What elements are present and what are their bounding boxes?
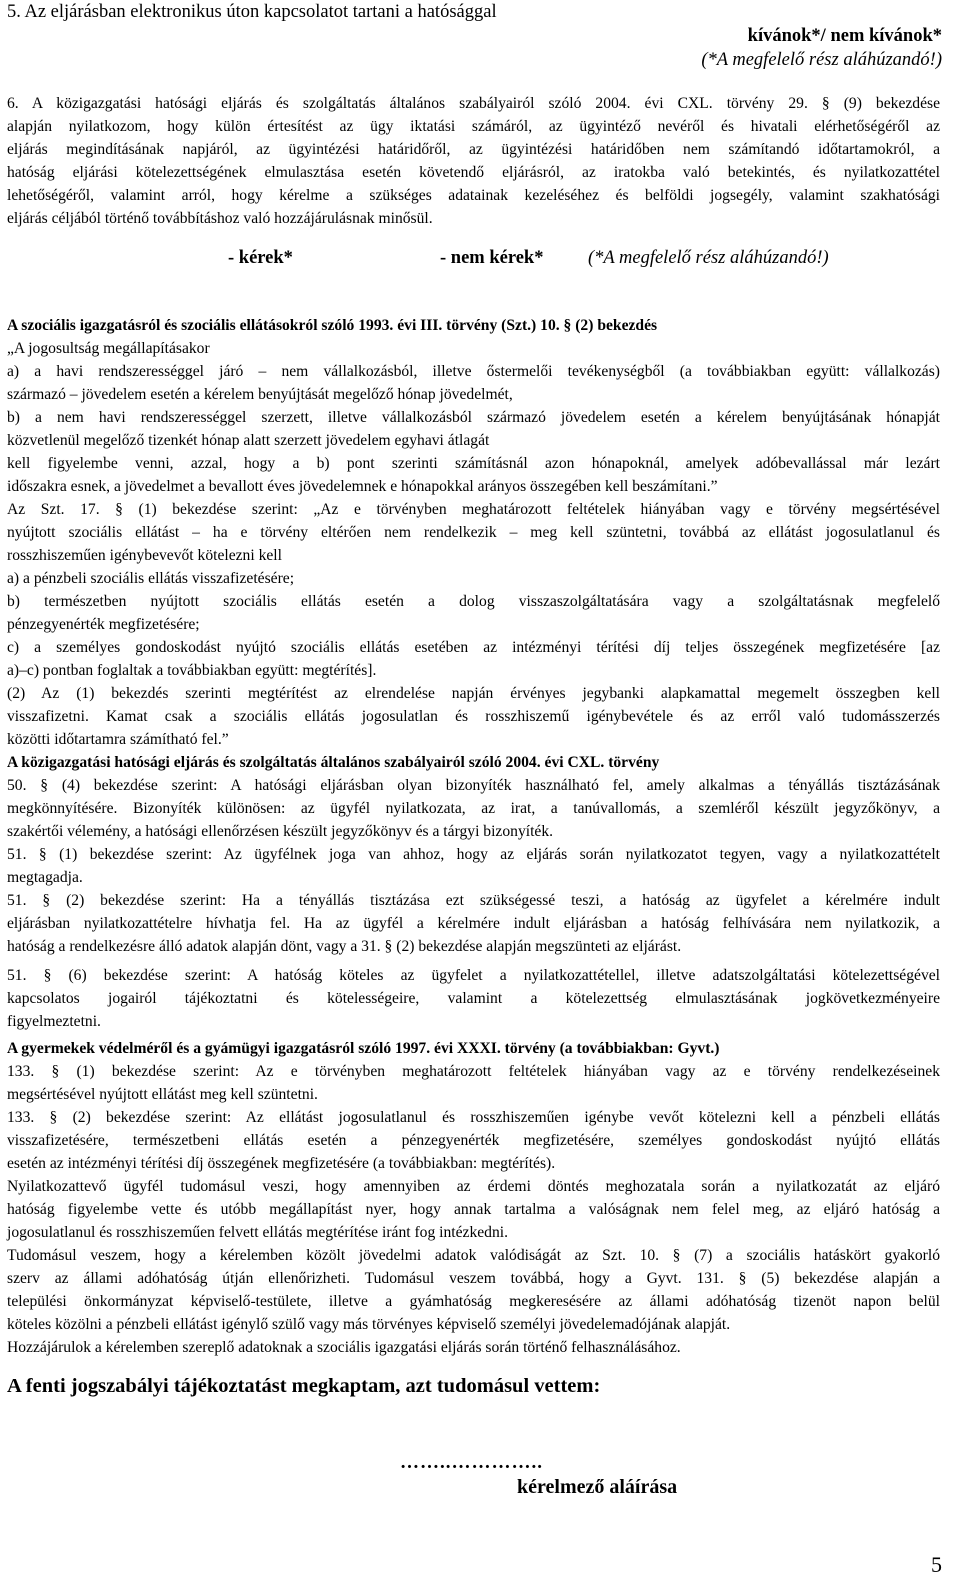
body-line: Hozzájárulok a kérelemben szereplő adatoknak a szociális igazgatási eljárás során történő felhasználásához. [7,1339,681,1356]
body-line: nyújtott szociális ellátást – ha e törvény eltérően nem rendelkezik – meg kell szüntetni, továbbá az ellátást jogosulatlanul és [7,524,940,541]
body-line: a) a pénzbeli szociális ellátás visszafizetésére; [7,570,295,587]
signature-line: ……..………….. [400,1452,543,1473]
body-line: települési önkormányzat képviselő-testülete, illetve a gyámhatóság megkeresésére az állami adóhatóság tizenöt napon belül [7,1293,940,1310]
section-6-line: hatóság eljárási kötelezettségének elmulasztása esetén követendő eljárásról, az iratokba való betekintés, és nyilatkozattétel [7,164,940,181]
section-6-line: lehetőségéről, valamint arról, hogy kérelme a szükséges adatainak kezeléséhez és belföldi jogsegély, valamint szakhatósági [7,187,940,204]
body-line: visszafizetésére, természetbeni ellátás esetén a pénzegyenérték megfizetésére, személyes gondoskodást nyújtó ellátás [7,1132,940,1149]
body-line: kapcsolatos jogairól tájékoztatni és kötelességeire, valamint a kötelezettség elmulasztásának jogkövetkezményeire [7,990,940,1007]
body-line: időszakra esnek, a jövedelmet a bevallott éves jövedelemnek e hónapokkal arányos összegében kell beszámítani.” [7,478,718,495]
body-line: közötti időtartamra számítható fel.” [7,731,229,748]
body-line: Tudomásul veszem, hogy a kérelemben közölt jövedelmi adatok valódiságát az Szt. 10. § (7) a szociális hatáskört gyakorló [7,1247,940,1264]
body-line: jogosulatlanul és rosszhiszeműen felvett ellátás megtérítése iránt fog intézkedni. [7,1224,509,1241]
body-line: 133. § (2) bekezdése szerint: Az ellátást jogosulatlanul és rosszhiszeműen igénybe vevőt kötelezni kell a pénzbeli ellátás [7,1109,940,1126]
section-5-options: kívánok*/ nem kívánok* [747,26,942,46]
section-6-line: alapján nyilatkozom, hogy külön értesítést az ügy iktatási számáról, az ügyintéző nevéről és hivatali elérhetőségéről az [7,118,940,135]
section-5-note: (*A megfelelő rész aláhúzandó!) [701,50,942,70]
body-line: b) természetben nyújtott szociális ellátás esetén a dolog visszaszolgáltatására vagy a szolgáltatásnak megfelelő [7,593,940,610]
body-line: 50. § (4) bekezdése szerint: A hatósági eljárásban olyan bizonyíték használható fel, amely alkalmas a tényállás tisztázásának [7,777,940,794]
body-line: hatóság a rendelkezésre álló adatok alapján dönt, vagy a 31. § (2) bekezdése alapján megszünteti az eljárást. [7,938,682,955]
section-6-line: eljárás céljából történő továbbításhoz való hozzájárulásnak minősül. [7,210,433,227]
body-line: hatóság figyelembe vette és utóbb megállapítást nyer, hogy annak tartalma a valóságnak nem felel meg, az eljáró hatóság a [7,1201,940,1218]
body-line: a) a havi rendszerességgel járó – nem vállalkozásból, illetve őstermelői tevékenységből (a továbbiakban együtt: vállalkozás) [7,363,940,380]
body-line: Nyilatkozattevő ügyfél tudomásul veszi, hogy amennyiben az érdemi döntés meghozatala során a nyilatkozatát az eljáró [7,1178,940,1195]
body-line: c) a személyes gondoskodást nyújtó szociális ellátás esetében az intézményi térítési díj teljes összegének megfizetésére [az [7,639,940,656]
ket-heading: A közigazgatási hatósági eljárás és szolgáltatás általános szabályairól szóló 2004. évi CXL. törvény [7,754,660,771]
body-line: (2) Az (1) bekezdés szerinti megtérítést az elrendelése napján érvényes jegybanki alapkamattal megemelt összegben kell [7,685,940,702]
body-line: a)–c) pontban foglaltak a továbbiakban együtt: megtérítés]. [7,662,377,679]
body-line: rosszhiszeműen igénybevevőt kötelezni kell [7,547,282,564]
choice-note: (*A megfelelő rész aláhúzandó!) [588,248,829,268]
body-line: szakértői vélemény, a hatósági ellenőrzésen készült jegyzőkönyv és a tárgyi bizonyíték. [7,823,554,840]
szt-heading: A szociális igazgatásról és szociális ellátásokról szóló 1993. évi III. törvény (Szt.) 10. § (2) bekezdés [7,317,658,334]
body-line: 51. § (1) bekezdése szerint: Az ügyfélnek joga van ahhoz, hogy az eljárás során nyilatkozatot tegyen, vagy a nyilatkozattételt [7,846,940,863]
body-line: Az Szt. 17. § (1) bekezdése szerint: „Az e törvényben meghatározott feltételek hiányában vagy e törvény megsértésével [7,501,940,518]
choice-no: - nem kérek* [440,248,544,268]
section-6-line: eljárás megindításának napjáról, az ügyintézési határidőről, az ügyintézési határidőben nem számítandó időtartamokról, a [7,141,940,158]
body-line: megtagadja. [7,869,83,886]
gyvt-heading: A gyermekek védelméről és a gyámügyi igazgatásról szóló 1997. évi XXXI. törvény (a továbbiakban: Gyvt.) [7,1040,720,1057]
body-line: figyelmeztetni. [7,1013,101,1030]
body-line: visszafizetni. Kamat csak a szociális ellátás jogosulatlan és rosszhiszemű igénybevétele és az erről való tudomásszerzés [7,708,940,725]
body-line: 51. § (6) bekezdése szerint: A hatóság köteles az ügyfelet a nyilatkozattétellel, illetve adatszolgáltatási kötelezettségével [7,967,940,984]
body-line: kell figyelembe venni, azzal, hogy a b) pont szerinti számításnál azon hónapoknál, amelyek adóbevallással már lezárt [7,455,940,472]
choice-yes: - kérek* [228,248,293,268]
body-line: megsértésével nyújtott ellátást meg kell szüntetni. [7,1086,318,1103]
body-line: eljárásban nyilatkozattételre hívhatja fel. Ha az ügyfél a kérelmére indult eljárásban a hatóság felhívására nem nyilatkozik, a [7,915,940,932]
page-number: 5 [931,1552,942,1577]
body-line: 133. § (1) bekezdése szerint: Az e törvényben meghatározott feltételek hiányában vagy az e törvény rendelkezéseinek [7,1063,940,1080]
body-line: közvetlenül megelőző tizenkét hónap alatt szerzett jövedelem egyhavi átlagát [7,432,490,449]
acknowledgement-text: A fenti jogszabályi tájékoztatást megkaptam, azt tudomásul vettem: [7,1375,601,1397]
body-line: köteles közölni a pénzbeli ellátást igénylő szülő vagy más törvényes képviselő személyi jövedelemadójának alapját. [7,1316,731,1333]
body-line: származó – jövedelem esetén a kérelem benyújtását megelőző hónap jövedelmét, [7,386,513,403]
body-line: „A jogosultság megállapításakor [7,340,210,357]
body-line: b) a nem havi rendszerességgel szerzett, illetve vállalkozásból származó jövedelem esetén a kérelem benyújtásának hónapját [7,409,940,426]
body-line: pénzegyenérték megfizetésére; [7,616,200,633]
section-5-title: 5. Az eljárásban elektronikus úton kapcsolatot tartani a hatósággal [7,2,497,22]
body-line: esetén az intézményi térítési díj összegének megfizetésére (a továbbiakban: megtérítés). [7,1155,556,1172]
body-line: megkönnyítésére. Bizonyíték különösen: az ügyfél nyilatkozata, az irat, a tanúvallomás, a szemléről készült jegyzőkönyv, a [7,800,940,817]
body-line: 51. § (2) bekezdése szerint: Ha a tényállás tisztázása ezt szükségessé teszi, a hatóság az ügyfelet a kérelmére indult [7,892,940,909]
body-line: szerv az állami adóhatóság útján ellenőrizheti. Tudomásul veszem továbbá, hogy a Gyvt. 131. § (5) bekezdése alapján a [7,1270,940,1287]
signature-label: kérelmező aláírása [517,1476,678,1498]
section-6-line: 6. A közigazgatási hatósági eljárás és szolgáltatás általános szabályairól szóló 2004. évi CXL. törvény 29. § (9) bekezdése [7,95,940,112]
